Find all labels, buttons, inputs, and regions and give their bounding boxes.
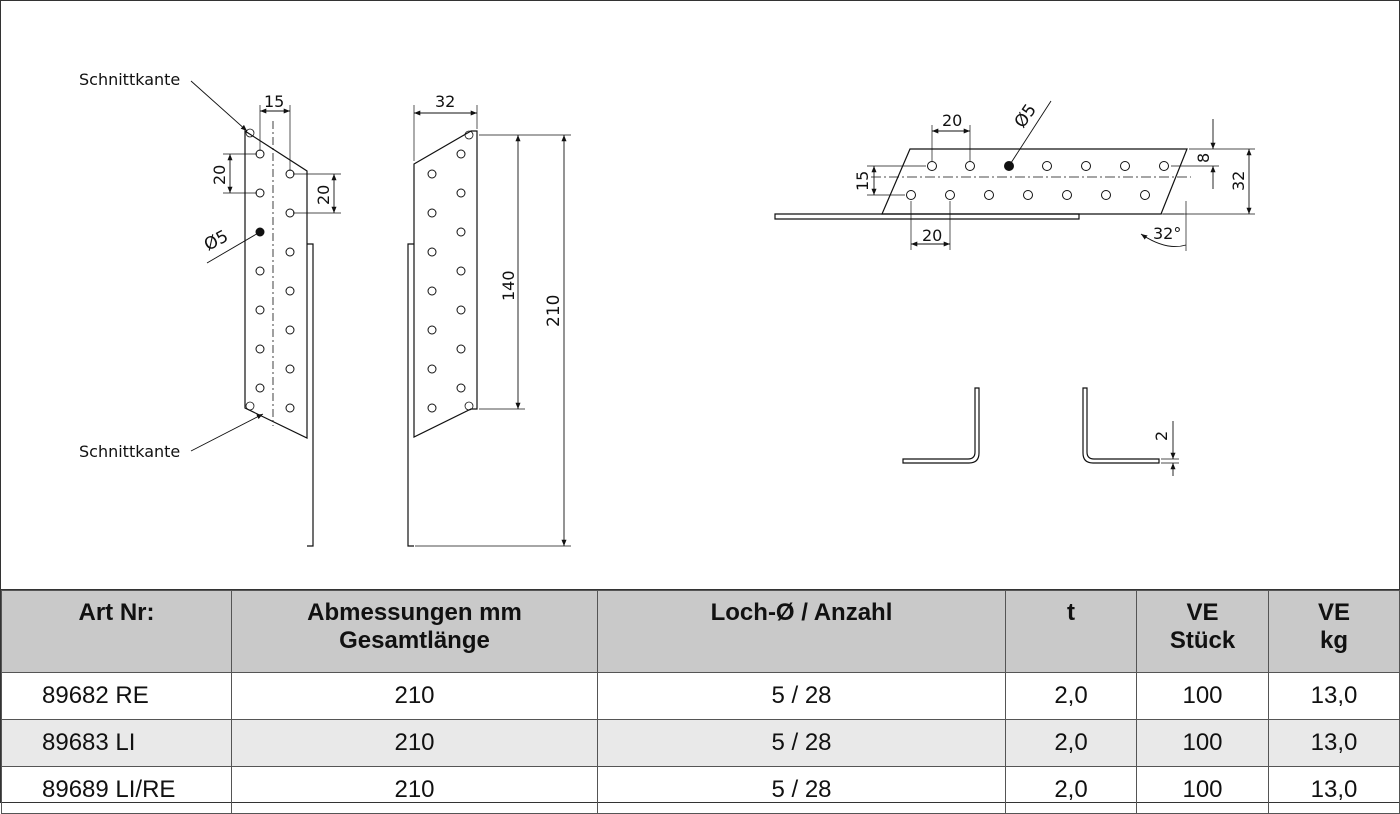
dim-32-plan: 32 [1229,170,1248,191]
cell-ve-kg: 13,0 [1269,673,1400,720]
cell-ve-kg: 13,0 [1269,767,1400,814]
plan-flange [775,214,1079,219]
header-dimensions: Abmessungen mm Gesamtlänge [232,591,598,673]
cell-ve-pieces: 100 [1137,673,1269,720]
front-plate-edge [307,244,313,546]
plan-outline [882,149,1187,214]
plan-holes [907,162,1169,200]
cell-length: 210 [232,673,598,720]
cell-art-nr: 89682 RE [2,673,232,720]
header-ve-pieces: VE Stück [1137,591,1269,673]
table-header-row [2,591,1400,673]
dim-32-back: 32 [435,92,456,111]
dim-15: 15 [264,92,285,111]
table-row [2,673,1400,720]
dim-hole-plan: Ø5 [1010,100,1041,132]
dim-20-plan-top: 20 [942,111,963,130]
cell-holes: 5 / 28 [598,767,1006,814]
cell-art-nr: 89689 LI/RE [2,767,232,814]
dim-hole-left: Ø5 [200,226,232,256]
drawing-svg [1,1,1399,589]
cell-thickness: 2,0 [1006,673,1137,720]
cell-holes: 5 / 28 [598,720,1006,767]
cell-thickness: 2,0 [1006,767,1137,814]
cut-edge-label-top: Schnittkante [79,70,181,89]
cell-holes: 5 / 28 [598,673,1006,720]
back-holes [428,150,465,412]
back-plate-outline [414,131,477,437]
dim-20-left: 20 [210,164,229,185]
cell-thickness: 2,0 [1006,720,1137,767]
dim-140: 140 [499,270,518,301]
table-row [2,767,1400,814]
dim-20-plan-bottom: 20 [922,226,943,245]
dim-8-plan: 8 [1194,152,1213,163]
cell-ve-pieces: 100 [1137,720,1269,767]
spec-table [1,590,1400,814]
dim-angle: 32° [1153,224,1182,243]
profile-views [903,388,1179,476]
table-row [2,720,1400,767]
header-art-nr: Art Nr: [2,591,232,673]
front-plate-outline [245,131,307,438]
dim-15-plan: 15 [853,170,872,191]
cut-edge-label-bottom: Schnittkante [79,442,181,461]
dim-210: 210 [544,294,564,327]
cell-ve-pieces: 100 [1137,767,1269,814]
profile-right [903,388,979,463]
header-ve-kg: VE kg [1269,591,1400,673]
header-holes: Loch-Ø / Anzahl [598,591,1006,673]
dim-2-thickness: 2 [1152,430,1171,441]
cell-length: 210 [232,720,598,767]
cell-ve-kg: 13,0 [1269,720,1400,767]
technical-drawing [1,1,1399,590]
front-view [191,81,341,546]
front-holes [256,150,294,412]
profile-left [1083,388,1159,463]
cell-art-nr: 89683 LI [2,720,232,767]
back-plate-edge [408,244,414,546]
cell-length: 210 [232,767,598,814]
dim-20-right: 20 [314,184,333,205]
header-thickness: t [1006,591,1137,673]
